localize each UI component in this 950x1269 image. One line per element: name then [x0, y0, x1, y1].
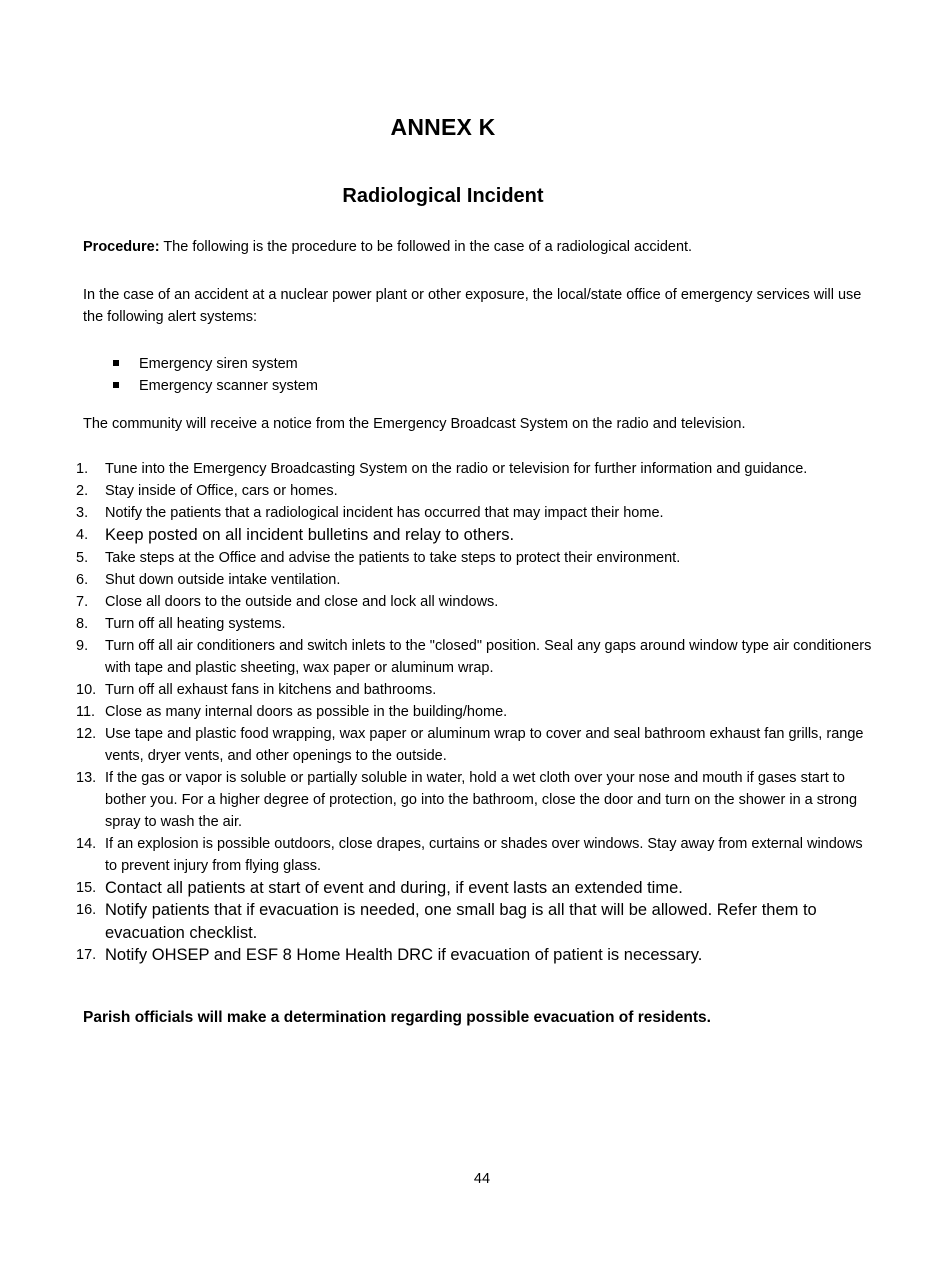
step-number: 2. — [76, 483, 89, 499]
step-text: Turn off all heating systems. — [105, 615, 286, 632]
step-number: 8. — [76, 615, 89, 632]
list-item — [112, 353, 318, 375]
step-text: Stay inside of Office, cars or homes. — [105, 483, 338, 499]
step-text: Notify patients that if evacuation is needed, one small bag is all that will be allowed. Refer them to evacuation checklist. — [105, 901, 817, 942]
list-item — [0, 480, 875, 502]
list-item — [0, 899, 875, 944]
step-number: 5. — [76, 549, 89, 566]
list-item — [0, 524, 875, 547]
list-item — [0, 701, 875, 723]
step-text: If the gas or vapor is soluble or partially soluble in water, hold a wet cloth over your nose and mouth if gases start to bother you. For a higher degree of protection, go into the bathroom, close the door and turn on the shower in a strong spray to wash the air. — [105, 769, 858, 830]
step-text: Keep posted on all incident bulletins and relay to others. — [105, 526, 515, 544]
step-number: 10. — [76, 681, 97, 698]
list-item — [112, 375, 318, 397]
step-number: 16. — [76, 902, 97, 918]
list-item — [0, 944, 875, 967]
list-item — [0, 591, 875, 613]
step-text: Notify OHSEP and ESF 8 Home Health DRC if evacuation of patient is necessary. — [105, 946, 703, 964]
closing-statement: Parish officials will make a determination regarding possible evacuation of residents. — [83, 1009, 711, 1026]
step-number: 6. — [76, 571, 89, 588]
step-text: Close as many internal doors as possible in the building/home. — [105, 703, 508, 720]
procedure-text: The following is the procedure to be followed in the case of a radiological accident. — [159, 239, 693, 255]
list-item — [0, 833, 875, 877]
step-text: Notify the patients that a radiological incident has occurred that may impact their home. — [105, 505, 664, 521]
procedure-paragraph — [83, 239, 883, 255]
step-number: 17. — [76, 947, 97, 963]
list-item — [0, 679, 875, 701]
step-text: If an explosion is possible outdoors, close drapes, curtains or shades over windows. Stay away from external windows to prevent injury from flying glass. — [105, 835, 863, 874]
step-number: 4. — [76, 527, 89, 543]
list-item — [0, 723, 875, 767]
step-text: Use tape and plastic food wrapping, wax paper or aluminum wrap to cover and seal bathroom exhaust fan grills, range vents, dryer vents, and other openings to the outside. — [105, 725, 864, 764]
step-number: 9. — [76, 637, 89, 654]
step-number: 1. — [76, 461, 89, 477]
step-text: Contact all patients at start of event and during, if event lasts an extended time. — [105, 878, 683, 897]
list-item — [0, 502, 875, 524]
broadcast-notice: The community will receive a notice from the Emergency Broadcast System on the radio and television. — [83, 416, 746, 432]
step-text: Tune into the Emergency Broadcasting System on the radio or television for further information and guidance. — [105, 461, 808, 477]
alert-system-label: Emergency scanner system — [139, 378, 318, 394]
step-number: 13. — [76, 769, 97, 786]
procedure-label: Procedure: — [83, 239, 160, 255]
list-item — [0, 767, 875, 833]
list-item — [0, 547, 875, 569]
square-bullet-icon — [113, 382, 119, 388]
annex-title: ANNEX K — [390, 114, 496, 140]
square-bullet-icon — [113, 360, 119, 366]
alert-systems-list — [112, 353, 318, 397]
step-text: Take steps at the Office and advise the patients to take steps to protect their environment. — [105, 549, 681, 566]
list-item — [0, 613, 875, 635]
intro-paragraph: In the case of an accident at a nuclear power plant or other exposure, the local/state office of emergency services will use the following alert systems: — [83, 287, 862, 325]
list-item — [0, 458, 875, 480]
step-text: Shut down outside intake ventilation. — [105, 571, 341, 588]
step-number: 7. — [76, 593, 89, 610]
list-item — [0, 635, 875, 679]
procedure-steps-list — [0, 458, 950, 967]
step-text: Turn off all exhaust fans in kitchens and bathrooms. — [105, 681, 437, 698]
step-number: 12. — [76, 725, 97, 742]
step-text: Close all doors to the outside and close and lock all windows. — [105, 593, 499, 610]
step-number: 3. — [76, 505, 89, 521]
step-text: Turn off all air conditioners and switch inlets to the "closed" position. Seal any gaps around window type air conditioners with tape and plastic sheeting, wax paper or aluminum wrap. — [105, 637, 872, 676]
step-number: 15. — [76, 879, 97, 896]
page-number: 44 — [473, 1171, 491, 1187]
list-item — [0, 877, 875, 900]
step-number: 14. — [76, 835, 97, 852]
alert-system-label: Emergency siren system — [139, 356, 298, 372]
step-number: 11. — [76, 703, 96, 720]
section-subtitle: Radiological Incident — [342, 185, 544, 207]
list-item — [0, 569, 875, 591]
